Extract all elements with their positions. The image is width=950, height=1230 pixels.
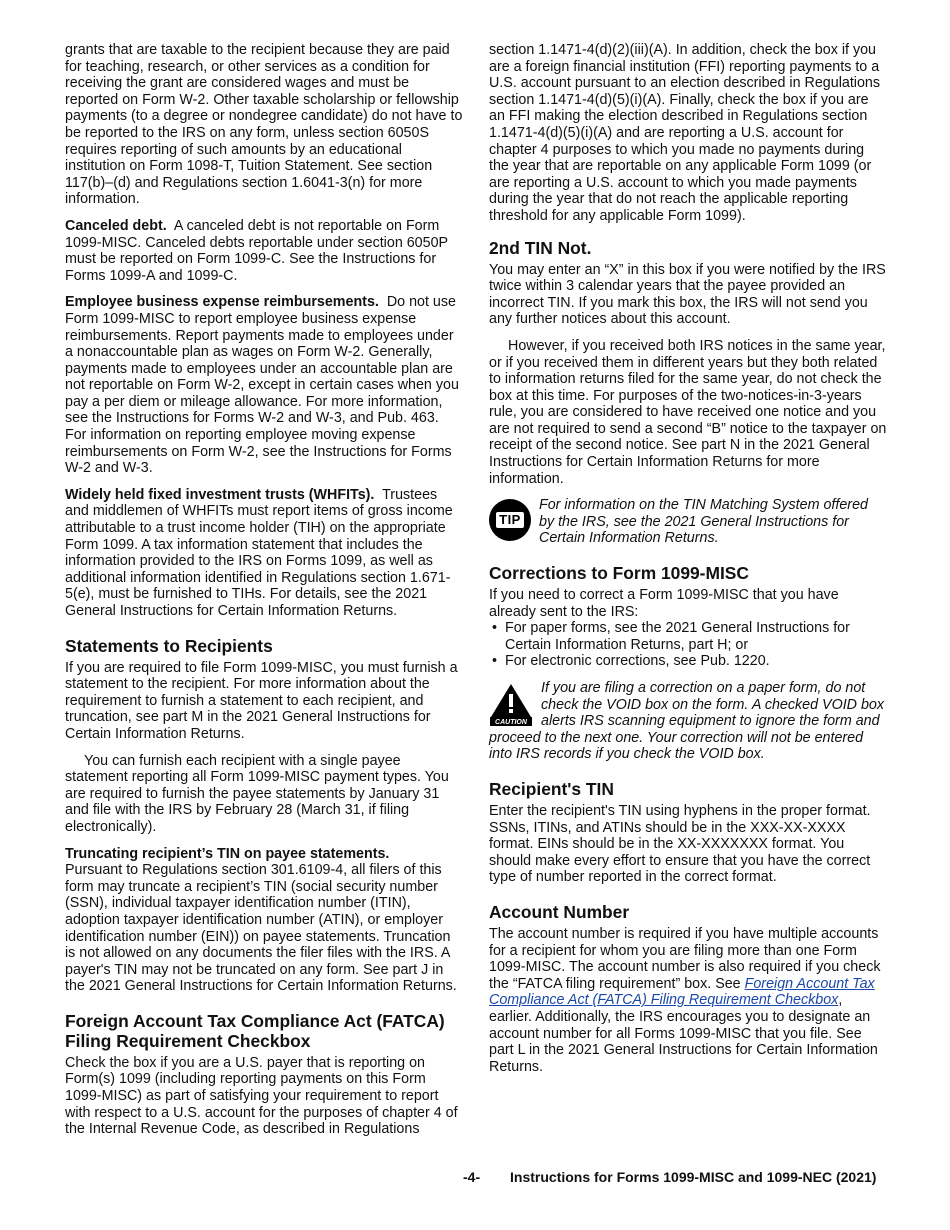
caution-text: If you are filing a correction on a paper form, do not check the VOID box on the form. A checked VOID box alerts IRS scanning equipment to ignore the form and proceed to the next one. Your correction will not be entered into IRS records if you check the VOID box.: [489, 680, 885, 763]
canceled-debt-paragraph: [65, 218, 463, 284]
employee-expense-text: Do not use Form 1099-MISC to report employee business expense reimbursements. Report payments made to employees under a nonaccountable plan as wages on Form W-2. Generally, payments made to employees under an accountable plan are not reportable on Form W-2, except in certain cases when you pay a per diem or mileage allowance. For more information, see the Instructions for Forms W-2 and W-3, and Pub. 463. For information on reporting employee moving expense reimbursements on Form W-2, see the Instructions for Forms W-2 and W-3.: [65, 294, 459, 477]
whfits-heading: Widely held fixed investment trusts (WHFITs).: [65, 486, 375, 503]
tip-text: For information on the TIN Matching System offered by the IRS, see the 2021 General Instructions for Certain Information Returns.: [539, 497, 868, 547]
canceled-debt-text: A canceled debt is not reportable on Form 1099-MISC. Canceled debts reportable under section 6050P must be reported on Form 1099-C. See the Instructions for Forms 1099-A and 1099-C.: [65, 217, 448, 284]
account-number-text-after: , earlier. Additionally, the IRS encourages you to designate an account number for all Forms 1099-MISC that you file. See part L in the 2021 General Instructions for Certain Information Returns.: [489, 992, 878, 1075]
list-item: • For electronic corrections, see Pub. 1220.: [489, 653, 887, 670]
canceled-debt-heading: Canceled debt.: [65, 217, 167, 234]
second-tin-notice-paragraph-2: However, if you received both IRS notices in the same year, or if you received them in different years but they both related to information returns filed for the same year, do not check the box at this time. For purposes of the two-notices-in-3-years rule, you are considered to have received one notice and you are not required to send a second “B” notice to the taxpayer on receipt of the second notice. See part N in the 2021 General Instructions for Certain Information Returns for more information.: [489, 337, 887, 487]
corrections-list: [489, 620, 887, 670]
list-item: • For paper forms, see the 2021 General Instructions for Certain Information Returns, part H; or: [489, 620, 887, 653]
fatca-paragraph: Check the box if you are a U.S. payer that is reporting on Form(s) 1099 (including reporting payments on this Form 1099-MISC) as part of satisfying your requirement to report with respect to a U.S. account for the purposes of chapter 4 of the Internal Revenue Code, as described in Regulations: [65, 1054, 458, 1138]
svg-text:CAUTION: CAUTION: [495, 719, 527, 726]
account-number-text: The account number is required if you have multiple accounts for a recipient for whom you are filing more than one Form 1099-MISC. The account number is also required if you check the “FATCA filing requirement” box. See: [489, 925, 881, 992]
page-footer: [463, 1169, 876, 1185]
scholarship-paragraph: grants that are taxable to the recipient because they are paid for teaching, research, or other services as a condition for receiving the grant are considered wages and must be reported on Form W-2. Other taxable scholarship or fellowship payments (to a degree or nondegree candidate) do not have to be reported to the IRS on any form, unless section 6050S requires reporting of such amounts by an educational institution on Form 1098-T, Tuition Statement. See section 117(b)–(d) and Regulations section 1.6041-3(n) for more information.: [65, 42, 463, 208]
caution-icon: [489, 682, 533, 726]
statements-heading: Statements to Recipients: [65, 635, 273, 656]
corrections-intro: If you need to correct a Form 1099-MISC that you have already sent to the IRS:: [489, 587, 839, 620]
employee-expense-heading: Employee business expense reimbursements.: [65, 294, 379, 311]
account-number-heading: Account Number: [489, 901, 630, 922]
statements-paragraph-2: You can furnish each recipient with a single payee statement reporting all Form 1099-MISC payment types. You are required to furnish the payee statements by January 31 and file with the IRS by February 28 (March 31, if filing electronically).: [65, 752, 449, 835]
truncating-paragraph: [65, 846, 463, 995]
recipient-tin-paragraph: Enter the recipient's TIN using hyphens in the proper format. SSNs, ITINs, and ATINs should be in the XXX-XX-XXXX format. EINs should be in the XX-XXXXXXX format. You should make every effort to ensure that you have the correct type of number reported in the correct format.: [489, 802, 871, 886]
whfits-paragraph: [65, 487, 463, 620]
right-column: [489, 42, 887, 1085]
caution-notice: [489, 680, 887, 763]
statements-paragraph-1: If you are required to file Form 1099-MISC, you must furnish a statement to the recipient. For more information about the requirement to furnish a statement to each recipient, and truncation, see part M in the 2021 General Instructions for Certain Information Returns.: [65, 659, 458, 742]
corrections-heading: Corrections to Form 1099-MISC: [489, 563, 749, 584]
truncating-heading: Truncating recipient’s TIN on payee statements.: [65, 845, 390, 862]
truncating-text: Pursuant to Regulations section 301.6109-4, all filers of this form may truncate a recipient’s TIN (social security number (SSN), individual taxpayer identification number (ITIN), adoption taxpayer identification number (ATIN), or employer identification number (EIN)) on payee statements. Truncation is not allowed on any documents the filer files with the IRS. A payer's TIN may not be truncated on any form. See part J in the 2021 General Instructions for Certain Information Returns.: [65, 862, 457, 995]
tip-notice: [489, 497, 887, 547]
footer-title: Instructions for Forms 1099-MISC and 1099-NEC (2021): [510, 1169, 877, 1185]
account-number-paragraph: [489, 926, 887, 1075]
fatca-heading: Foreign Account Tax Compliance Act (FATCA) Filing Requirement Checkbox: [65, 1010, 445, 1051]
tip-icon: TIP: [489, 499, 531, 541]
second-tin-notice-heading: 2nd TIN Not.: [489, 237, 592, 258]
second-tin-notice-paragraph-1: You may enter an “X” in this box if you were notified by the IRS twice within 3 calendar years that the payee provided an incorrect TIN. If you mark this box, the IRS will not send you any further notices about this account.: [489, 261, 886, 328]
fatca-continued-paragraph: section 1.1471-4(d)(2)(iii)(A). In addition, check the box if you are a foreign financial institution (FFI) reporting payments to a U.S. account pursuant to an election described in Regulations section 1.1471-4(d)(5)(i)(A). Finally, check the box if you are an FFI making the election described in Regulations section 1.1471-4(d)(5)(i)(A) and are reporting a U.S. account for chapter 4 purposes to which you made no payments during the year that are reportable on any applicable Form 1099 (or are reporting a U.S. account to which you made payments during the year that do not reach the applicable reporting threshold for any applicable Form 1099).: [489, 42, 881, 224]
fatca-checkbox-link[interactable]: Foreign Account Tax Compliance Act (FATCA) Filing Requirement Checkbox: [489, 975, 875, 1009]
whfits-text: Trustees and middlemen of WHFITs must report items of gross income attributable to a trust income holder (TIH) on the appropriate Form 1099. A tax information statement that includes the information provided to the IRS on Forms 1099, as well as additional information identified in Regulations section 1.671-5(e), must be furnished to TIHs. For details, see the 2021 General Instructions for Certain Information Returns.: [65, 486, 453, 619]
page-number: -4-: [463, 1169, 481, 1185]
employee-expense-paragraph: [65, 294, 463, 477]
left-column: [65, 42, 463, 1148]
recipient-tin-heading: Recipient's TIN: [489, 778, 614, 799]
